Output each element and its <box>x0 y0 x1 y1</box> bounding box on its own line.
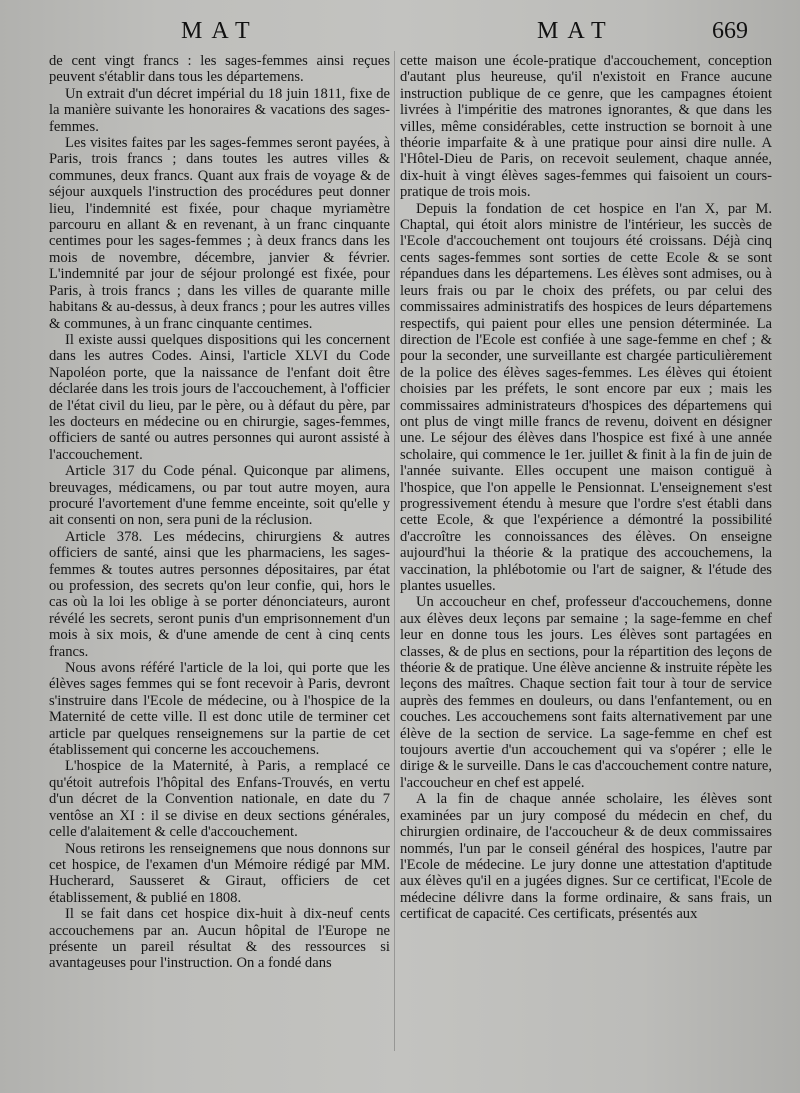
paragraph: de cent vingt francs : les sages-femmes ainsi reçues peuvent s'établir dans tous les départemens. <box>49 53 390 86</box>
left-column <box>49 53 390 972</box>
page-number: 669 <box>712 18 748 44</box>
paragraph: Un extrait d'un décret impérial du 18 juin 1811, fixe de la manière suivante les honoraires & vacations des sages-femmes. <box>49 85 390 135</box>
column-divider <box>394 51 395 1051</box>
paragraph: Article 317 du Code pénal. Quiconque par alimens, breuvages, médicamens, ou par tout autre moyen, aura procuré l'avortement d'une femme enceinte, soit qu'elle y ait consenti on non, sera puni de la réclusion. <box>49 463 390 529</box>
paragraph: Article 378. Les médecins, chirurgiens & autres officiers de santé, ainsi que les pharmaciens, les sages-femmes & toutes autres personnes dépositaires, par état ou profession, des secrets qu'on leur confie, qui, hors le cas où la loi les oblige à se porter dénonciateurs, auront révélé les secrets, seront punis d'un emprisonnement d'un mois à six mois, & d'une amende de cent à cinq cents francs. <box>49 528 390 660</box>
paragraph: Il se fait dans cet hospice dix-huit à dix-neuf cents accouchemens par an. Aucun hôpital de l'Europe ne présente un pareil résultat & des ressources si avantageuses pour l'instruction. On a fondé dans <box>49 906 390 972</box>
paragraph: A la fin de chaque année scholaire, les élèves sont examinées par un jury composé du médecin en chef, du chirurgien ordinaire, de l'accoucheur & de deux commissaires nommés, l'un par le conseil général des hospices, l'autre par l'Ecole de médecine. Le jury donne une attestation d'aptitude aux élèves qu'il en a jugées dignes. Sur ce certificat, l'Ecole de médecine délivre dans la forme ordinaire, & sans frais, un certificat de capacité. Ces certificats, présentés aux <box>400 791 772 923</box>
paragraph: Nous avons référé l'article de la loi, qui porte que les élèves sages femmes qui se font recevoir à Paris, devront s'instruire dans l'Ecole de médecine, ou à l'hospice de la Maternité de cette ville. Il est donc utile de terminer cet article par quelques renseignemens sur la partie de cet établissement qui concerne les accouchemens. <box>49 660 390 759</box>
header-right-word: MAT <box>537 18 615 44</box>
paragraph: Les visites faites par les sages-femmes seront payées, à Paris, trois francs ; dans toutes les autres villes & communes, deux francs. Quant aux frais de voyage & de séjour auxquels l'instruction des procédures peut donner lieu, l'indemnité est fixée, pour chaque myriamètre parcouru en allant & en revenant, à un franc cinquante centimes pour les sages-femmes ; à deux francs dans les mois de novembre, décembre, janvier & février. L'indemnité par jour de séjour prolongé est fixée, pour Paris, à trois francs ; dans les villes de quarante mille habitans & au-dessus, à deux francs ; pour les autres villes & communes, à un franc cinquante centimes. <box>49 135 390 332</box>
paragraph: Un accoucheur en chef, professeur d'accouchemens, donne aux élèves deux leçons par semaine ; la sage-femme en chef leur en donne tous les jours. Les élèves sont partagées en classes, & de plus en sections, pour la répartition des leçons de théorie & de pratique. Une élève ancienne & instruite répète les leçons des maîtres. Chaque section fait tour à tour de service auprès des femmes en douleurs, ou dans l'enfantement, ou en couches. Les accouchemens sont faits alternativement par une élève de la section de service. La sage-femme en chef est toujours avertie d'un accouchement qui va s'opérer ; elle le dirige & le surveille. Dans le cas d'accouchement contre nature, l'accoucheur en chef est appelé. <box>400 594 772 791</box>
right-column <box>400 53 772 923</box>
paragraph: Nous retirons les renseignemens que nous donnons sur cet hospice, de l'examen d'un Mémoire rédigé par MM. Hucherard, Sausseret & Giraut, officiers de cet établissement, & publié en 1808. <box>49 840 390 906</box>
paragraph: cette maison une école-pratique d'accouchement, conception d'autant plus heureuse, qu'il n'existoit en France aucune instruction publique de ce genre, que les campagnes étoient livrées à l'impéritie des matrones ignorantes, & que dans les villes, même considérables, cette instruction se bornoit à une théorie imparfaite & à une pratique pour ainsi dire nulle. A l'Hôtel-Dieu de Paris, on recevoit seulement, chaque année, dix-huit à vingt élèves sages-femmes qui faisoient un cours-pratique de trois mois. <box>400 53 772 201</box>
paragraph: L'hospice de la Maternité, à Paris, a remplacé ce qu'étoit autrefois l'hôpital des Enfans-Trouvés, en vertu d'un décret de la Convention nationale, en date du 7 ventôse an XI : il se divise en deux sections générales, celle d'alaitement & celle d'accouchement. <box>49 758 390 841</box>
paragraph: Il existe aussi quelques dispositions qui les concernent dans les autres Codes. Ainsi, l'article XLVI du Code Napoléon porte, que la naissance de l'enfant doit être déclarée dans les trois jours de l'accouchement, à l'officier de l'état civil du lieu, par le père, ou à défaut du père, par les docteurs en médecine ou en chirurgie, sages-femmes, officiers de santé ou autres personnes qui auront assisté à l'accouchement. <box>49 331 390 463</box>
running-header <box>0 18 800 52</box>
paragraph: Depuis la fondation de cet hospice en l'an X, par M. Chaptal, qui étoit alors ministre de l'intérieur, les succès de l'Ecole d'accouchement ont toujours été croissans. Déjà cinq cents sages-femmes sont sorties de cette Ecole & se sont répandues dans les départemens. Les élèves sont admises, ou à leurs frais ou par le choix des préfets, ou par celui des commissaires administratifs des hospices de leurs départemens respectifs, qui paient pour elles une pension déterminée. La direction de l'Ecole est confiée à une sage-femme en chef ; & pour la seconder, une surveillante est chargée particulièrement de la police des élèves sages-femmes. Les élèves qui étoient choisies par les préfets, le sont encore par eux ; mais les commissaires administrateurs d'hospices des départemens qui ont plus de vingt mille francs de revenu, doivent en désigner une. Le séjour des élèves dans l'hospice est fixé à une année scholaire, qui commence le 1er. juillet & finit à la fin de juin de l'année suivante. Elles occupent une maison contiguë à l'hospice, que l'on appelle le Pensionnat. L'enseignement s'est progressivement étendu à mesure que l'ordre s'est établi dans cette Ecole, & que l'expérience a démontré la possibilité d'accroître les connoissances des élèves. On enseigne aujourd'hui la théorie & la pratique des accouchemens, la vaccination, la phlébotomie ou l'art de saigner, & l'étude des plantes usuelles. <box>400 200 772 594</box>
header-left-word: MAT <box>181 18 259 44</box>
